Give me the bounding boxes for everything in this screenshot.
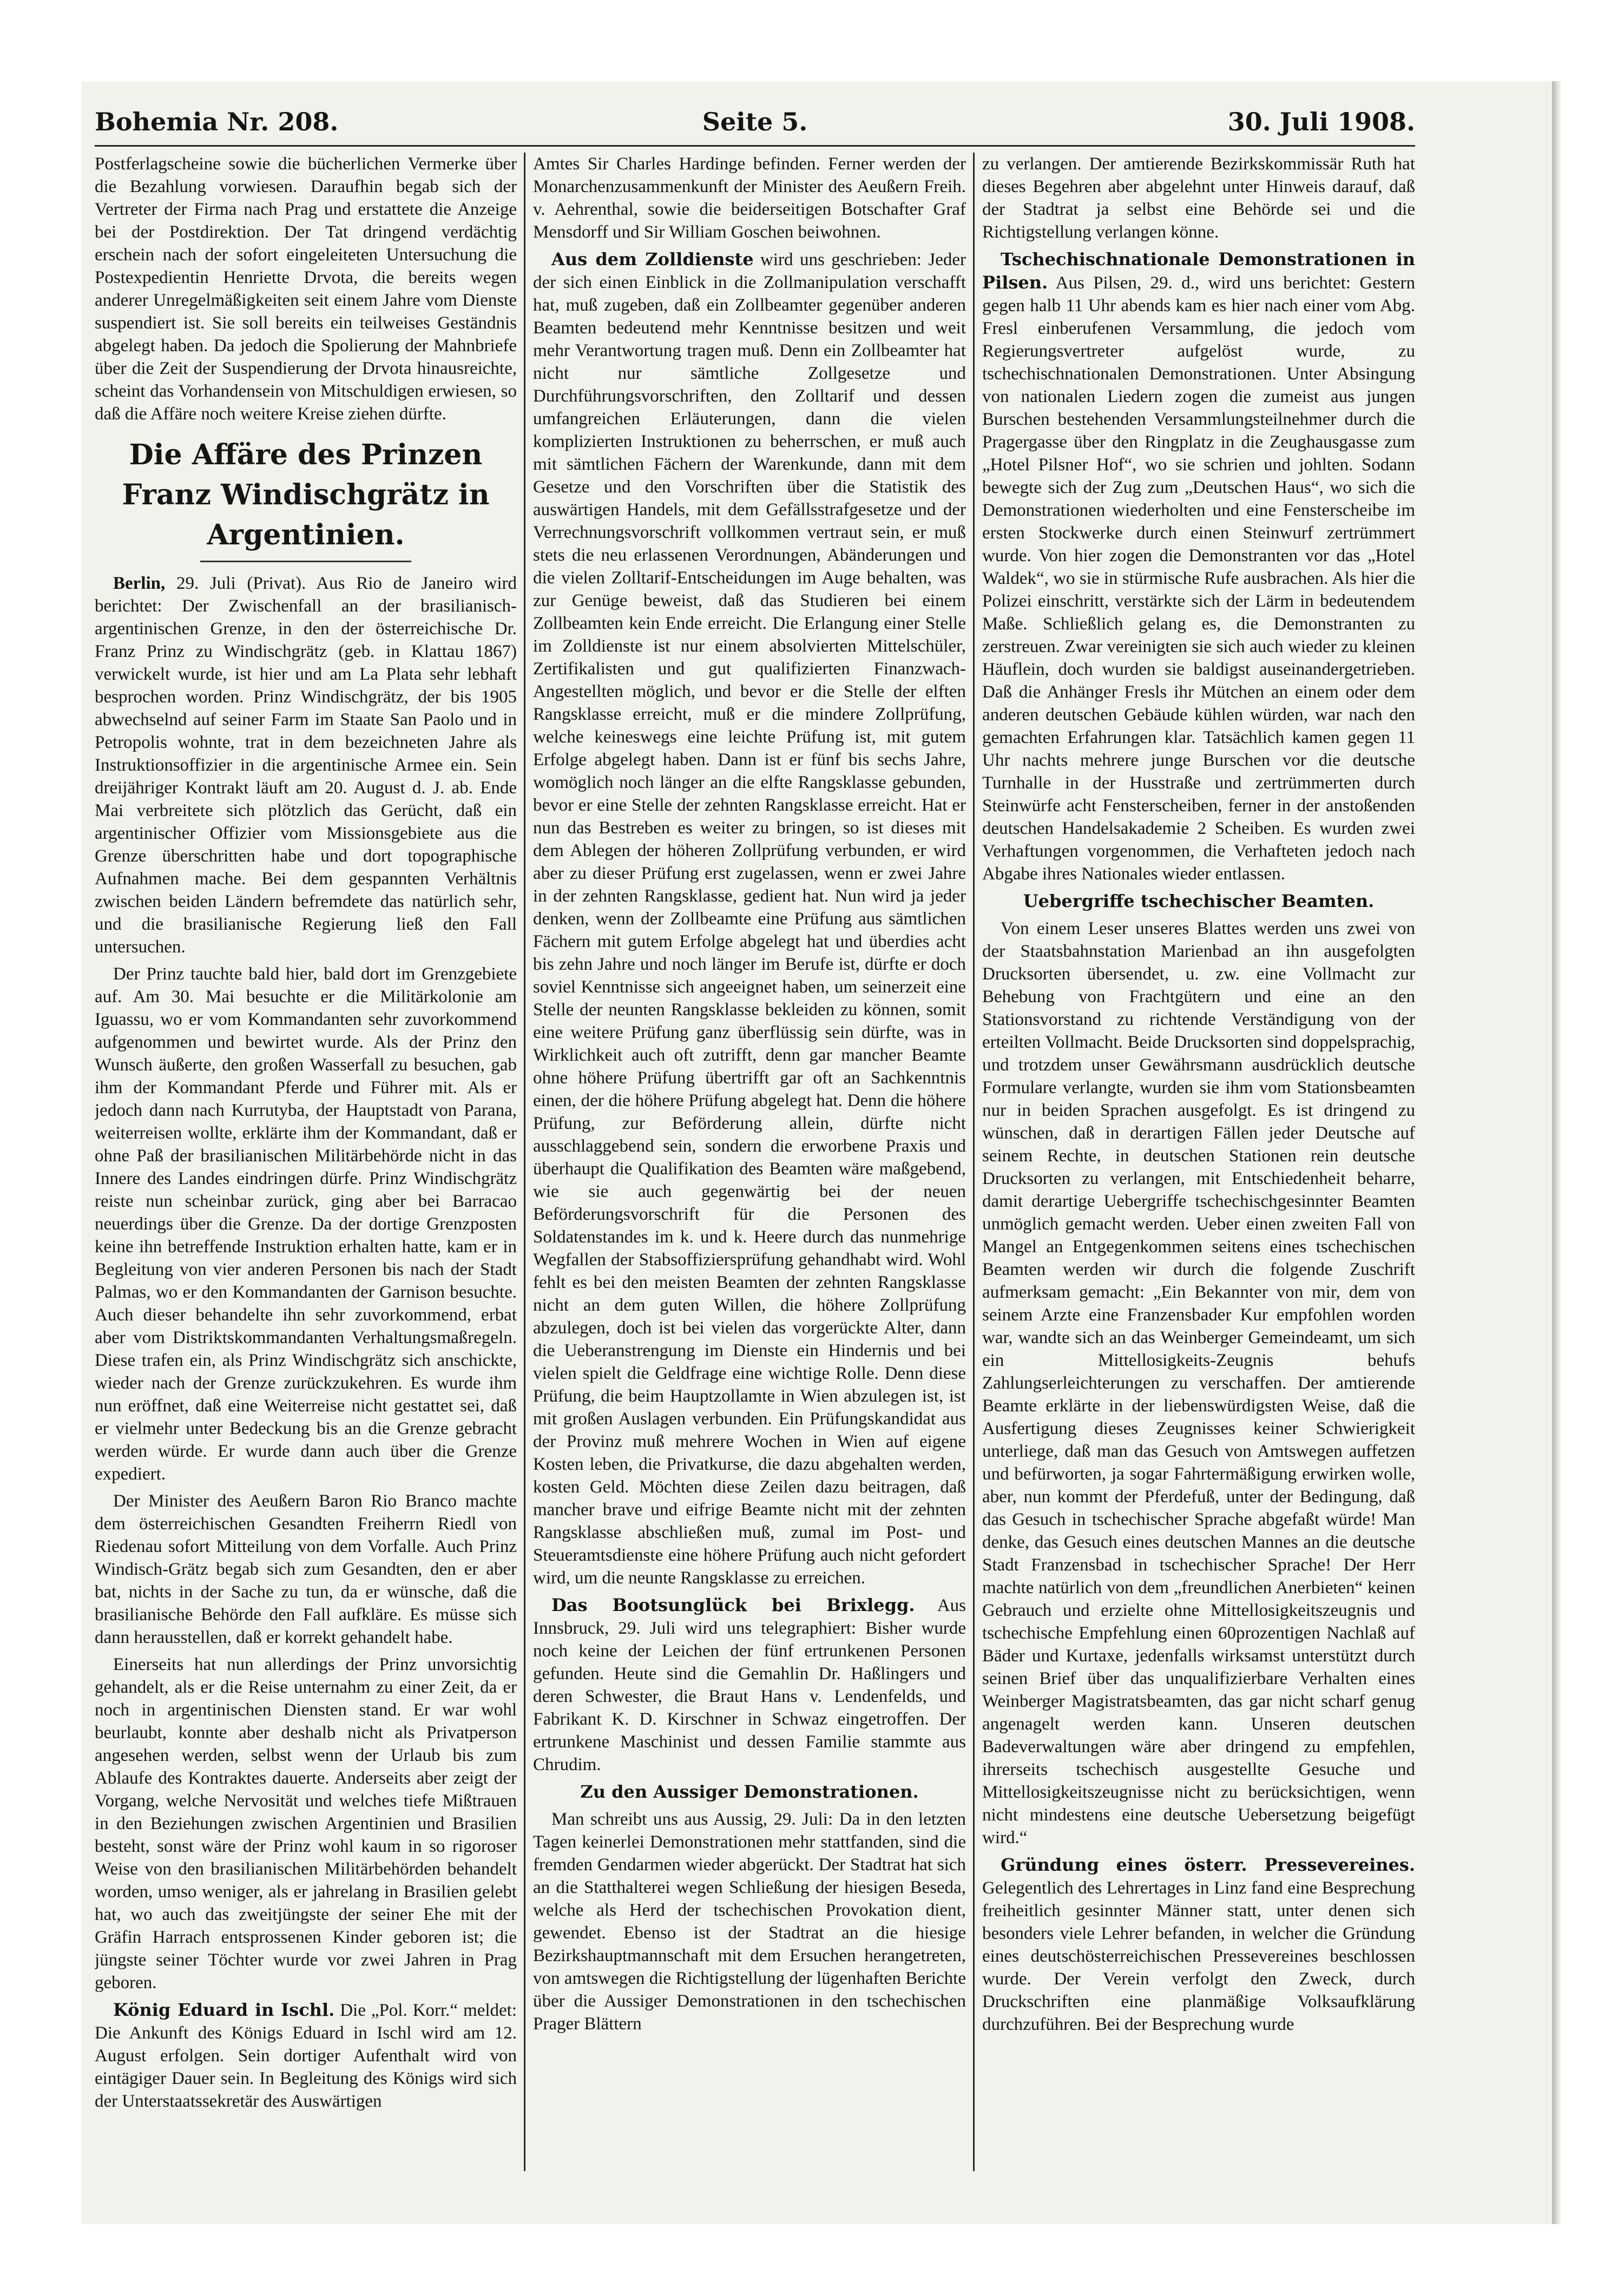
headline-rule: [200, 561, 411, 562]
news-item: König Eduard in Ischl. Die „Pol. Korr.“ meldet: Die Ankunft des Königs Eduard in Ischl wird am 12. August erfolgen. Sein dortiger Aufenthalt wird von eintägiger Dauer sein. In Begleitung des Königs wird sich der Unterstaatssekretär des Auswärtigen: [95, 2000, 517, 2111]
news-item: Das Bootsunglück bei Brixlegg. Aus Innsbruck, 29. Juli wird uns telegraphiert: Bisher wurde noch keine der Leichen der fünf ertrunkenen Personen gefunden. Heute sind die Gemahlin Dr. Haßlingers und deren Schwester, die Braut Hans v. Lendenfelds, und Fabrikant K. D. Kirschner in Schwaz eingetroffen. Der ertrunkene Maschinist und dessen Familie stammte aus Chrudim.: [533, 1595, 966, 1774]
column-3: [982, 153, 1415, 2171]
news-item: Man schreibt uns aus Aussig, 29. Juli: Da in den letzten Tagen keinerlei Demonstrationen mehr stattfanden, sind die fremden Gendarmen wieder abgerückt. Der Stadtrat hat sich an die Statthalterei wegen Schließung der hiesigen Beseda, welche als Herd der tschechischen Provokation dient, gewendet. Ebenso ist der Stadtrat an die hiesige Bezirkshauptmannschaft mit dem Ersuchen herangetreten, von amtswegen die Richtigstellung der lügenhaften Berichte über die Aussiger Demonstrationen in den tschechischen Prager Blättern: [533, 1810, 966, 2034]
header-rule: [95, 145, 1415, 147]
page-header: [95, 102, 1415, 140]
column-2: [533, 153, 966, 2171]
news-item: Tschechischnationale Demonstrationen in Pilsen. Aus Pilsen, 29. d., wird uns berichtet: Gestern gegen halb 11 Uhr abends kam es hier nach einer vom Abg. Fresl einberufenen Versammlung, die jedoch vom Regierungsvertreter aufgelöst wurde, zu tschechischnationalen Demonstrationen. Unter Absingung von nationalen Liedern zogen die zumeist aus jungen Burschen bestehenden Versammlungsteilnehmer durch die Pragergasse über den Ringplatz in die Zeughausgasse zum „Hotel Pilsner Hof“, wo sie schrien und johlten. Sodann bewegte sich der Zug zum „Deutschen Haus“, wo sich die Demonstrationen wiederholten und eine Fensterscheibe im ersten Stockwerke durch einen Steinwurf zertrümmert wurde. Von hier zogen die Demonstranten vor das „Hotel Waldek“, wo sie in stürmische Rufe ausbrachen. Als hier die Polizei einschritt, verstärkte sich der Lärm in bedeutendem Maße. Schließlich gelang es, die Demonstranten zu zerstreuen. Zwar vereinigten sie sich auch wieder zu kleinen Häuflein, doch wurden sie baldigst auseinandergetrieben. Daß die Anhänger Fresls ihr Mütchen an einem oder dem anderen deutschen Gebäude kühlen würden, war nach den gemachten Erfahrungen klar. Tatsächlich kamen gegen 11 Uhr nachts mehrere junge Burschen vor die deutsche Turnhalle in der Husstraße und zertrümmerten durch Steinwürfe acht Fensterscheiben, ferner in der anstoßenden deutschen Handelsakademie 2 Scheiben. Es wurden zwei Verhaftungen vorgenommen, die Verhafteten jedoch nach Abgabe ihres Nationales wieder entlassen.: [982, 249, 1415, 884]
column-1: [95, 153, 517, 2171]
news-item-title: Aus dem Zolldienste: [551, 249, 754, 269]
article-paragraph: Einerseits hat nun allerdings der Prinz unvorsichtig gehandelt, als er die Reise unternahm zu einer Zeit, da er noch in argentinischen Diensten stand. Er war wohl beurlaubt, konnte aber deshalb nicht als Privatperson angesehen werden, selbst wenn der Urlaub bis zum Ablaufe des Kontraktes dauerte. Anderseits aber zeigt der Vorgang, welche Nervosität und welches tiefe Mißtrauen in den Beziehungen zwischen Argentinien und Brasilien besteht, sonst wäre der Prinz wohl kaum in so rigoroser Weise von den brasilianischen Militärbehörden behandelt worden, umso weniger, als er jahrelang in Brasilien gelebt hat, wo auch das zweitjüngste der seiner Ehe mit der Gräfin Harrach entsprossenen Kinder geboren ist; die jüngste seiner Töchter wurde vor zwei Jahren in Prag geboren.: [95, 1655, 517, 1992]
news-item-title: Zu den Aussiger Demonstrationen.: [580, 1781, 919, 1802]
article-continuation: zu verlangen. Der amtierende Bezirkskommissär Ruth hat dieses Begehren aber abgelehnt unter Hinweis darauf, daß der Stadtrat ja selbst eine Behörde sei und die Richtigstellung verlangen könne.: [982, 154, 1415, 242]
article-continuation: Postferlagscheine sowie die bücherlichen Vermerke über die Bezahlung vorwiesen. Daraufhin begab sich der Vertreter der Firma nach Prag und erstattete die Anzeige bei der Postdirektion. Der Tat dringend verdächtig erschein nach der sofort eingeleiteten Untersuchung die Postexpedientin Henriette Drvota, die bereits wegen anderer Unregelmäßigkeiten seit einem Jahre vom Dienste suspendiert ist. Sie soll bereits ein teilweises Geständnis abgelegt haben. Da jedoch die Spolierung der Mahnbriefe über die Zeit der Suspendierung der Drvota hinausreichte, scheint das Vorhandensein von Mitschuldigen erwiesen, so daß die Affäre noch weitere Kreise ziehen dürfte.: [95, 154, 517, 424]
dateline: Berlin,: [113, 574, 166, 593]
news-item: Von einem Leser unseres Blattes werden uns zwei von der Staatsbahnstation Marienbad an ihn ausgefolgten Drucksorten übersendet, u. zw. eine Vollmacht zur Behebung von Frachtgütern und eine an den Stationsvorstand zu richtende Verständigung von der erteilten Vollmacht. Beide Drucksorten sind doppelsprachig, und trotzdem unser Gewährsmann ausdrücklich deutsche Formulare verlangte, wurden sie ihm vom Stationsbeamten nur in beiden Sprachen ausgefolgt. Es ist dringend zu wünschen, daß in derartigen Fällen jeder Deutsche auf seinem Rechte, in deutschen Stationen rein deutsche Drucksorten zu verlangen, mit Entschiedenheit beharre, damit derartige Uebergriffe tschechischgesinnter Beamten unmöglich gemacht werden. Ueber einen zweiten Fall von Mangel an Entgegenkommen seitens eines tschechischen Beamten werden wir durch die folgende Zuschrift aufmerksam gemacht: „Ein Bekannter von mir, dem von seinem Arzte eine Franzensbader Kur empfohlen worden war, wandte sich an das Weinberger Gemeindeamt, um sich ein Mittellosigkeits-Zeugnis behufs Zahlungserleichterungen zu verschaffen. Der amtierende Beamte erklärte in der liebenswürdigsten Weise, daß die Ausfertigung dieses Zeugnisses keiner Schwierigkeit unterliege, daß man das Gesuch von Amtswegen auffetzen und befürworten, ja sogar Fahrtermäßigung erwirken wolle, aber, nun kommt der Pferdefuß, unter der Bedingung, daß das Gesuch in tschechischer Sprache abgefaßt würde! Man denke, das Gesuch eines deutschen Mannes an die deutsche Stadt Franzensbad in tschechischer Sprache! Der Herr machte natürlich von dem „freundlichen Anerbieten“ keinen Gebrauch und erzielte ohne Mittellosigkeitszeugnis und tschechische Empfehlung einen 60prozentigen Nachlaß auf Bäder und Kurtaxe, jedenfalls wirksamst unterstützt durch seinen Brief über das unqualifizierbare Verhalten eines Weinberger Magistratsbeamten, das gar nicht scharf genug angenagelt werden kann. Unseren deutschen Badeverwaltungen wäre aber dringend zu empfehlen, ihrerseits tschechisch ausgestellte Gesuche und Mittellosigkeitszeugnisse nicht zu berücksichtigen, wenn nicht mindestens eine deutsche Uebersetzung beigefügt wird.“: [982, 919, 1415, 1847]
news-item-title: Uebergriffe tschechischer Beamten.: [1023, 891, 1375, 911]
news-item-title: Gründung eines österr. Pressevereines.: [1001, 1855, 1415, 1875]
article-continuation: Amtes Sir Charles Hardinge befinden. Ferner werden der Monarchenzusammenkunft der Minister des Aeußern Freih. v. Aehrenthal, sowie die beiderseitigen Botschafter Graf Mensdorff und Sir William Goschen beiwohnen.: [533, 154, 966, 242]
header-page-number: Seite 5.: [702, 107, 808, 136]
article-paragraph: Der Prinz tauchte bald hier, bald dort im Grenzgebiete auf. Am 30. Mai besuchte er die Militärkolonie am Iguassu, wo er vom Kommandanten sehr zuvorkommend aufgenommen und bewirtet wurde. Als der Prinz den Wunsch äußerte, den großen Wasserfall zu besuchen, gab ihm der Kommandant Pferde und Führer mit. Als er jedoch dann nach Kurrutyba, der Hauptstadt von Parana, weiterreisen wollte, erklärte ihm der Kommandant, daß er ohne Paß der brasilianischen Militärbehörde nicht in das Innere des Landes eindringen dürfe. Prinz Windischgrätz reiste nun scheinbar zurück, ging aber bei Barracao neuerdings über die Grenze. Da der dortige Grenzposten keine ihn betreffende Instruktion erhalten hatte, kam er in Begleitung von vier anderen Personen bis nach der Stadt Palmas, wo er den Kommandanten der Garnison besuchte. Auch dieser behandelte ihn sehr zuvorkommend, erbat aber vom Distriktskommandanten Verhaltungsmaßregeln. Diese trafen ein, als Prinz Windischgrätz sich anschickte, wieder nach der Grenze zurückzukehren. Es wurde ihm nun eröffnet, daß eine Weiterreise nicht gestattet sei, daß er vielmehr unter Bedeckung bis an die Grenze gebracht werden würde. Er wurde dann auch über die Grenze expediert.: [95, 964, 517, 1484]
news-item: Aus dem Zolldienste wird uns geschrieben: Jeder der sich einen Einblick in die Zollmanipulation verschafft hat, muß zugeben, daß ein Zollbeamter gegenüber anderen Beamten bedeutend mehr Kenntnisse besitzen und weit mehr Verantwortung tragen muß. Denn ein Zollbeamter hat nicht nur sämtliche Zollgesetze und Durchführungsvorschriften, den Zolltarif und dessen umfangreichen Erläuterungen, dann die vielen komplizierten Instruktionen zu beherrschen, er muß auch mit sämtlichen Fächern der Warenkunde, dann mit dem Gesetze und den Vorschriften über die Statistik des auswärtigen Handels, mit dem Gefällsstrafgesetze und der Verrechnungsvorschrift vollkommen vertraut sein, er muß stets die neu erlassenen Verordnungen, Abänderungen und die vielen Zolltarif-Entscheidungen im Auge behalten, was zur Genüge beweist, daß das Studieren bei einem Zollbeamten kein Ende erreicht. Die Erlangung einer Stelle im Zolldienste ist nur einem absolvierten Mittelschüler, Zertifikalisten und gut qualifizierten Finanzwach-Angestellten möglich, und bevor er die Stelle der elften Rangsklasse erreicht, muß er die mindere Zollprüfung, welche keineswegs eine leichte Prüfung ist, mit gutem Erfolge abgelegt haben. Dann ist er fünf bis sechs Jahre, womöglich noch länger an die elfte Rangsklasse gebunden, bevor er eine Stelle der zehnten Rangsklasse erreicht. Hat er nun das Bestreben es weiter zu bringen, so ist dieses mit dem Ablegen der höheren Zollprüfung verbunden, er wird aber zu dieser Prüfung erst zugelassen, wenn er zwei Jahre in der zehnten Rangsklasse, gedient hat. Nun wird ja jeder denken, wenn der Zollbeamte eine Prüfung aus sämtlichen Fächern mit gutem Erfolge abgelegt hat und überdies acht bis zehn Jahre und noch länger im Berufe ist, dürfte er doch soviel Kenntnisse sich angeeignet haben, um seinerzeit eine Stelle der neunten Rangsklasse bekleiden zu können, somit eine weitere Prüfung ganz überflüssig sein dürfte, was in Wirklichkeit auch oft zutrifft, denn gar mancher Beamte ohne höhere Prüfung übertrifft gar oft an Sachkenntnis einen, der die höhere Prüfung abgelegt hat. Denn die höhere Prüfung, zur Beförderung allein, dürfte nicht ausschlaggebend sein, sondern die erworbene Praxis und überhaupt die Qualifikation des Beamten wäre maßgebend, wie sie auch gegenwärtig bei der neuen Beförderungsvorschrift für die Personen des Soldatenstandes im k. und k. Heere durch das nunmehrige Wegfallen der Stabsoffiziersprüfung gehandhabt wird. Wohl fehlt es bei den meisten Beamten der zehnten Rangsklasse nicht an dem guten Willen, die höhere Zollprüfung abzulegen, doch ist bei vielen das vorgerückte Alter, dann die Ueberanstrengung im Dienste ein Hindernis und bei vielen spielt die Geldfrage eine wichtige Rolle. Denn diese Prüfung, die beim Hauptzollamte in Wien abzulegen ist, ist mit großen Auslagen verbunden. Ein Prüfungskandidat aus der Provinz muß mehrere Wochen in Wien auf eigene Kosten leben, die Privatkurse, die dazu abgehalten werden, kosten Geld. Möchten diese Zeilen dazu beitragen, daß mancher brave und eifrige Beamte nicht mit der zehnten Rangsklasse abschließen muß, zumal im Post- und Steueramtsdienste eine höhere Prüfung auch nicht gefordert wird, um die neunte Rangsklasse zu erreichen.: [533, 249, 966, 1588]
column-divider: [524, 153, 525, 2171]
headline-line-1: Die Affäre des Prinzen: [129, 438, 483, 471]
news-item-title: Tschechischnationale Demonstrationen in Pilsen.: [982, 249, 1415, 293]
headline-line-2: Franz Windischgrätz in Argentinien.: [122, 478, 490, 551]
article-paragraph: Berlin, 29. Juli (Privat). Aus Rio de Janeiro wird berichtet: Der Zwischenfall an der brasilianisch-argentinischen Grenze, in den der österreichische Dr. Franz Prinz zu Windischgrätz (geb. in Klattau 1867) verwickelt wurde, ist hier und am La Plata sehr lebhaft besprochen worden. Prinz Windischgrätz, der bis 1905 abwechselnd auf seiner Farm im Staate San Paolo und in Petropolis wohnte, trat in dem bezeichneten Jahre als Instruktionsoffizier in die argentinische Armee ein. Sein dreijähriger Kontrakt läuft am 20. August d. J. ab. Ende Mai verbreitete sich plötzlich das Gerücht, daß ein argentinischer Offizier vom Missionsgebiete aus die Grenze überschritten habe und dort topographische Aufnahmen mache. Bei dem gespannten Verhältnis zwischen beiden Ländern befremdete das natürlich sehr, und die brasilianische Regierung ließ den Fall untersuchen.: [95, 574, 517, 957]
news-item: Gründung eines österr. Pressevereines. Gelegentlich des Lehrertages in Linz fand eine Besprechung freiheitlich gesinnter Männer statt, unter denen sich besonders viele Lehrer befanden, in welcher die Gründung eines deutschösterreichischen Pressevereines beschlossen wurde. Der Verein verfolgt den Zweck, durch Druckschriften eine planmäßige Volksaufklärung durchzuführen. Bei der Besprechung wurde: [982, 1855, 1415, 2034]
header-issue: Bohemia Nr. 208.: [95, 107, 339, 136]
article-headline: [95, 435, 517, 555]
header-date: 30. Juli 1908.: [1227, 107, 1415, 136]
page-edge-shadow: [1552, 81, 1562, 2224]
article-paragraph: Der Minister des Aeußern Baron Rio Branco machte dem österreichischen Gesandten Freiherrn Riedl von Riedenau sofort Mitteilung von dem Vorfalle. Auch Prinz Windisch-Grätz begab sich zum Gesandten, den er aber bat, nichts in der Sache zu tun, da er wünsche, daß die brasilianische Behörde den Fall aufkläre. Es müsse sich dann herausstellen, daß er korrekt gehandelt habe.: [95, 1491, 517, 1647]
news-item-title: König Eduard in Ischl.: [113, 2000, 335, 2020]
news-item-title: Das Bootsunglück bei Brixlegg.: [551, 1595, 915, 1615]
column-divider: [973, 153, 975, 2171]
